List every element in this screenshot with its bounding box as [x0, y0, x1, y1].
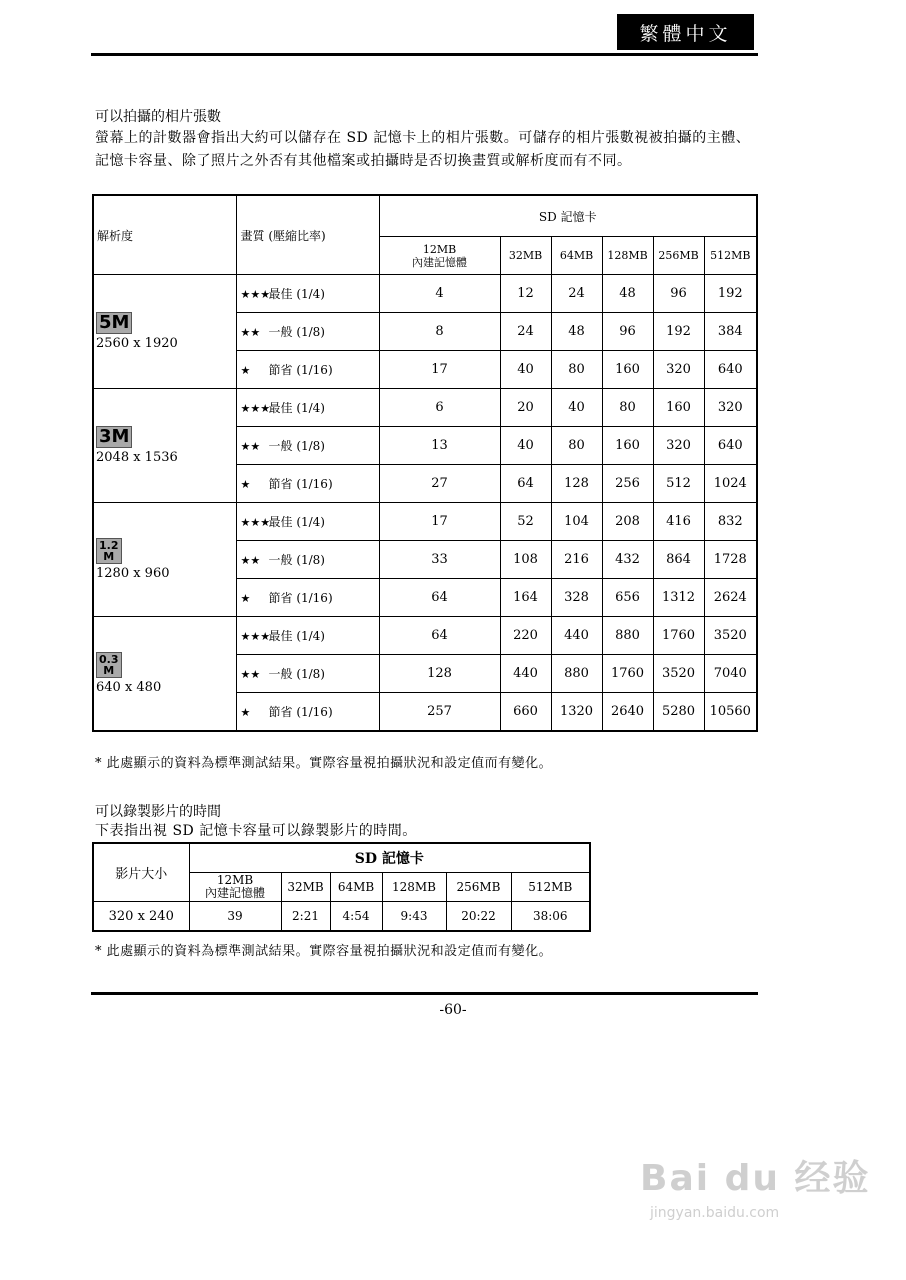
photo-count-cell: 7040	[704, 655, 757, 693]
video-time-cell: 20:22	[446, 902, 511, 932]
photo-count-cell: 320	[653, 427, 704, 465]
star-icon: ★★	[240, 440, 261, 453]
photo-count-cell: 1728	[704, 541, 757, 579]
photo-count-cell: 40	[500, 427, 551, 465]
memory-header: 128MB	[602, 237, 653, 275]
quality-label: 一般 (1/8)	[268, 667, 325, 681]
photo-section-description: 螢幕上的計數器會指出大約可以儲存在 SD 記憶卡上的相片張數。可儲存的相片張數視被拍攝的主體、記憶卡容量、除了照片之外否有其他檔案或拍攝時是否切換畫質或解析度而有不同。	[95, 130, 751, 169]
quality-label: 最佳 (1/4)	[268, 287, 325, 301]
watermark-brand: Bai du 经验	[640, 1158, 871, 1199]
star-icon: ★★★	[240, 288, 271, 301]
memory-header: 32MB	[500, 237, 551, 275]
quality-label: 節省 (1/16)	[268, 705, 333, 719]
video-section-description: 下表指出視 SD 記憶卡容量可以錄製影片的時間。	[95, 823, 417, 839]
star-icon: ★	[240, 592, 251, 605]
photo-count-cell: 160	[602, 351, 653, 389]
photo-count-cell: 10560	[704, 693, 757, 732]
resolution-cell	[93, 275, 236, 389]
video-time-cell: 2:21	[281, 902, 330, 932]
quality-cell	[236, 427, 379, 465]
photo-count-cell: 832	[704, 503, 757, 541]
resolution-label: 2560 x 1920	[96, 336, 178, 351]
photo-count-cell: 880	[602, 617, 653, 655]
resolution-icon: 1.2 M	[96, 538, 122, 564]
photo-count-cell: 864	[653, 541, 704, 579]
photo-count-table	[92, 194, 758, 732]
quality-label: 最佳 (1/4)	[268, 629, 325, 643]
photo-count-cell: 6	[379, 389, 500, 427]
quality-label: 節省 (1/16)	[268, 363, 333, 377]
watermark-url: jingyan.baidu.com	[650, 1205, 780, 1221]
quality-cell	[236, 693, 379, 732]
star-icon: ★★	[240, 668, 261, 681]
photo-count-cell: 880	[551, 655, 602, 693]
video-memory-header: 12MB 內建記憶體	[189, 873, 281, 902]
quality-label: 節省 (1/16)	[268, 591, 333, 605]
video-memory-header: 32MB	[281, 873, 330, 902]
photo-count-cell: 52	[500, 503, 551, 541]
photo-count-cell: 128	[551, 465, 602, 503]
star-icon: ★★	[240, 554, 261, 567]
video-size-header: 影片大小	[93, 843, 189, 902]
table-row	[93, 389, 757, 427]
photo-count-cell: 656	[602, 579, 653, 617]
quality-label: 一般 (1/8)	[268, 553, 325, 567]
star-icon: ★	[240, 478, 251, 491]
resolution-label: 1280 x 960	[96, 566, 170, 581]
video-time-table	[92, 842, 591, 932]
table-row	[93, 617, 757, 655]
video-sd-header: SD 記憶卡	[189, 843, 590, 873]
video-memory-header: 64MB	[330, 873, 382, 902]
photo-count-cell: 13	[379, 427, 500, 465]
photo-count-cell: 257	[379, 693, 500, 732]
quality-label: 一般 (1/8)	[268, 439, 325, 453]
photo-count-cell: 96	[602, 313, 653, 351]
photo-count-cell: 1320	[551, 693, 602, 732]
resolution-icon: 0.3 M	[96, 652, 122, 678]
photo-count-cell: 48	[551, 313, 602, 351]
resolution-header: 解析度	[93, 195, 236, 275]
photo-count-cell: 432	[602, 541, 653, 579]
photo-count-cell: 208	[602, 503, 653, 541]
memory-header: 256MB	[653, 237, 704, 275]
video-time-cell: 38:06	[511, 902, 590, 932]
language-tab: 繁體中文	[617, 14, 754, 50]
photo-count-cell: 3520	[704, 617, 757, 655]
quality-cell	[236, 465, 379, 503]
photo-section-title: 可以拍攝的相片張數	[95, 109, 221, 125]
photo-count-cell: 1760	[602, 655, 653, 693]
photo-count-cell: 17	[379, 351, 500, 389]
photo-count-cell: 192	[704, 275, 757, 313]
resolution-cell	[93, 389, 236, 503]
video-memory-header: 512MB	[511, 873, 590, 902]
photo-count-cell: 96	[653, 275, 704, 313]
photo-count-cell: 128	[379, 655, 500, 693]
photo-count-cell: 4	[379, 275, 500, 313]
photo-count-cell: 17	[379, 503, 500, 541]
quality-label: 一般 (1/8)	[268, 325, 325, 339]
resolution-label: 640 x 480	[96, 680, 162, 695]
memory-header: 12MB 內建記憶體	[379, 237, 500, 275]
photo-count-cell: 220	[500, 617, 551, 655]
photo-count-cell: 640	[704, 351, 757, 389]
resolution-cell	[93, 503, 236, 617]
watermark	[640, 1150, 871, 1221]
quality-cell	[236, 351, 379, 389]
photo-count-cell: 27	[379, 465, 500, 503]
photo-count-cell: 440	[500, 655, 551, 693]
header-rule	[91, 53, 758, 56]
photo-count-cell: 640	[704, 427, 757, 465]
photo-count-cell: 416	[653, 503, 704, 541]
memory-header: 64MB	[551, 237, 602, 275]
video-time-cell: 39	[189, 902, 281, 932]
photo-count-cell: 33	[379, 541, 500, 579]
table-row	[93, 275, 757, 313]
photo-count-cell: 1760	[653, 617, 704, 655]
photo-count-cell: 108	[500, 541, 551, 579]
photo-count-cell: 2624	[704, 579, 757, 617]
photo-count-cell: 48	[602, 275, 653, 313]
photo-count-cell: 80	[602, 389, 653, 427]
sd-card-header: SD 記憶卡	[379, 195, 757, 237]
page-number: -60-	[439, 1002, 467, 1018]
quality-cell	[236, 541, 379, 579]
photo-count-cell: 164	[500, 579, 551, 617]
photo-count-cell: 192	[653, 313, 704, 351]
video-time-cell: 9:43	[382, 902, 446, 932]
photo-count-cell: 1312	[653, 579, 704, 617]
star-icon: ★	[240, 364, 251, 377]
quality-label: 節省 (1/16)	[268, 477, 333, 491]
photo-count-cell: 2640	[602, 693, 653, 732]
quality-label: 最佳 (1/4)	[268, 401, 325, 415]
video-memory-header: 256MB	[446, 873, 511, 902]
quality-label: 最佳 (1/4)	[268, 515, 325, 529]
photo-count-cell: 64	[500, 465, 551, 503]
table-row	[93, 503, 757, 541]
photo-count-cell: 40	[500, 351, 551, 389]
video-footnote: * 此處顯示的資料為標準測試結果。實際容量視拍攝狀況和設定值而有變化。	[95, 944, 553, 959]
quality-cell	[236, 655, 379, 693]
quality-header: 畫質 (壓縮比率)	[236, 195, 379, 275]
photo-count-cell: 1024	[704, 465, 757, 503]
photo-count-cell: 40	[551, 389, 602, 427]
photo-count-cell: 8	[379, 313, 500, 351]
photo-count-cell: 20	[500, 389, 551, 427]
footer-rule	[91, 992, 758, 995]
star-icon: ★	[240, 706, 251, 719]
photo-count-cell: 256	[602, 465, 653, 503]
photo-count-cell: 64	[379, 617, 500, 655]
quality-cell	[236, 579, 379, 617]
star-icon: ★★★	[240, 516, 271, 529]
photo-count-cell: 64	[379, 579, 500, 617]
photo-count-cell: 160	[602, 427, 653, 465]
photo-count-cell: 384	[704, 313, 757, 351]
photo-count-cell: 320	[704, 389, 757, 427]
photo-count-cell: 660	[500, 693, 551, 732]
resolution-label: 2048 x 1536	[96, 450, 178, 465]
video-memory-header: 128MB	[382, 873, 446, 902]
photo-count-cell: 80	[551, 351, 602, 389]
photo-count-cell: 24	[551, 275, 602, 313]
photo-count-cell: 512	[653, 465, 704, 503]
video-row-label: 320 x 240	[93, 902, 189, 932]
resolution-cell	[93, 617, 236, 732]
photo-count-cell: 3520	[653, 655, 704, 693]
video-section-title: 可以錄製影片的時間	[95, 804, 221, 820]
photo-count-cell: 80	[551, 427, 602, 465]
quality-cell	[236, 617, 379, 655]
photo-count-cell: 160	[653, 389, 704, 427]
photo-count-cell: 328	[551, 579, 602, 617]
photo-count-cell: 104	[551, 503, 602, 541]
quality-cell	[236, 389, 379, 427]
photo-count-cell: 12	[500, 275, 551, 313]
photo-count-cell: 24	[500, 313, 551, 351]
resolution-icon: 5M	[96, 312, 132, 334]
star-icon: ★★★	[240, 402, 271, 415]
quality-cell	[236, 313, 379, 351]
photo-count-cell: 440	[551, 617, 602, 655]
photo-count-cell: 320	[653, 351, 704, 389]
memory-header: 512MB	[704, 237, 757, 275]
quality-cell	[236, 275, 379, 313]
quality-cell	[236, 503, 379, 541]
star-icon: ★★	[240, 326, 261, 339]
photo-footnote: * 此處顯示的資料為標準測試結果。實際容量視拍攝狀況和設定值而有變化。	[95, 756, 553, 771]
star-icon: ★★★	[240, 630, 271, 643]
resolution-icon: 3M	[96, 426, 132, 448]
photo-count-cell: 5280	[653, 693, 704, 732]
photo-count-cell: 216	[551, 541, 602, 579]
video-time-cell: 4:54	[330, 902, 382, 932]
